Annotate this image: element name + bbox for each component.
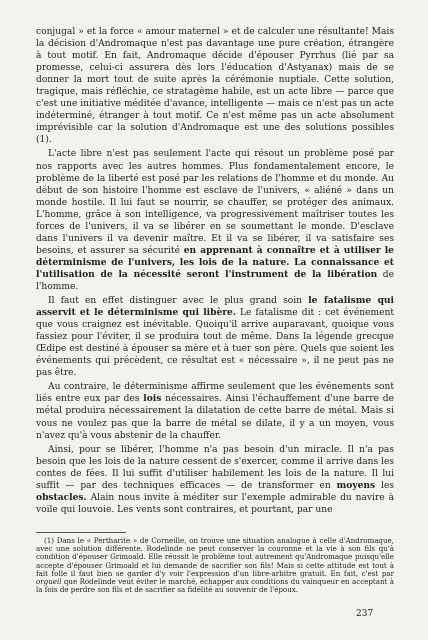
footnote-italic: orgueil: [36, 577, 62, 587]
paragraph-2: [36, 148, 394, 293]
page-body: [36, 26, 394, 595]
paragraph-5-bold-a: moyens: [336, 479, 376, 491]
paragraph-5-text-a: Ainsi, pour se libérer, l'homme n'a pas besoin d'un miracle. Il n'a pas besoin que les lois de la nature cessent de s'exercer, comme il arrive dans les contes de fées. Il lui suffit d'utiliser habilement les lois de la nature. Il lui suffit — par des techniques efficaces — de transformer en: [36, 444, 394, 491]
footnote-text: [36, 537, 394, 595]
paragraph-2-text-a: L'acte libre n'est pas seulement l'acte qui résout un problème posé par nos rapports avec les autres hommes. Plus fondamentalement encore, le problème de la liberté est posé par les relations de l'homme et du monde. Au début de son histoire l'homme est esclave de l'univers, « aliéné » dans un monde hostile. Il lui faut se nourrir, se chauffer, se protéger des animaux. L'homme, grâce à son intelligence, va progressivement maîtriser toutes les forces de l'univers, il va se libérer en se soumettant le monde. D'esclave dans l'univers il va devenir maître. Et il va se libérer, il va satisfaire ses besoins, et assurer sa sécurité: [36, 149, 394, 256]
paragraph-4-bold: lois: [143, 393, 162, 405]
paragraph-4-text-b: nécessaires. Ainsi l'échauffement d'une barre de métal produira nécessairement la dilatation de cette barre de métal. Mais si vous ne voulez pas que la barre de métal se dilate, il y a un moyen, vous n'avez qu'à vous abstenir de la chauffer.: [36, 394, 394, 441]
paragraph-3-bold: le fatalisme qui asservit et le déterminisme qui libère.: [36, 295, 394, 319]
page-number: 237: [356, 609, 374, 619]
paragraph-4: [36, 381, 394, 441]
paragraph-4-text-a: Au contraire, le déterminisme affirme seulement que les événements sont liés entre eux par des: [36, 382, 394, 405]
paragraph-5-text-b: les: [381, 480, 394, 491]
footnote-divider: [36, 532, 126, 533]
paragraph-5-text-c: Alain nous invite à méditer sur l'exemple admirable du navire à voile qui louvoie. Les vents sont contraires, et pourtant, par une: [36, 492, 394, 515]
paragraph-1: conjugal » et la force « amour maternel » et de calculer une résultante! Mais la décision d'Andromaque n'est pas davantage une pure création, étrangère à tout motif. En fait, Andromaque décide d'épouser Pyrrhus (lié par sa promesse, celui-ci assurera dès lors l'éducation d'Astyanax) mais de se donner la mort tout de suite après la cérémonie nuptiale. Cette solution, tragique, mais réfléchie, ce stratagème habile, est un acte libre — parce que c'est une initiative méditée d'avance, intelligente — mais ce n'est pas un acte indéterminé, étranger à tout motif. Ce n'est même pas un acte absolument imprévisible car la solution d'Andromaque est une des solutions possibles (1).: [36, 27, 394, 146]
paragraph-5-bold-b: obstacles.: [36, 491, 87, 503]
footnote-text-a: (1) Dans le « Pertharite » de Corneille, on trouve une situation analogue à celle d'Andromaque, avec une solution différente. Rodelinde ne peut conserver la couronne et la vie à son fils qu'à condition d'épouser Grimoald. Elle réussit le problème tout autrement qu'Andromaque puisqu'elle accepte d'épouser Grimoald et lui demande de sacrifier son fils! Mais si cette attitude est tout à fait folle il faut bien se garder d'y voir l'expression d'un libre-arbitre gratuit. En fait, c'est par: [36, 535, 394, 578]
paragraph-5: [36, 444, 394, 516]
paragraph-3-text-a: Il faut en effet distinguer avec le plus grand soin: [48, 296, 303, 307]
paragraph-2-bold: en apprenant à connaître et à utiliser le déterminisme de l'univers, les lois de la nature. La connaissance et l'utilisation de la nécessité seront l'instrument de la libération: [36, 244, 394, 280]
paragraph-2-text-b: de l'homme.: [36, 269, 394, 292]
footnote-text-b: que Rodelinde veut éviter le marché, échapper aux conditions du vainqueur en acceptant à la fois de perdre son fils et de sacrifier sa fidélité au souvenir de l'époux.: [36, 577, 394, 595]
paragraph-3: [36, 295, 394, 379]
footnote: [36, 537, 394, 595]
paragraph-3-text-b: Le fatalisme dit : cet événement que vous craignez est inévitable. Quoiqu'il arrive auparavant, quoique vous fassiez pour l'éviter, il se produira tout de même. Dans la légende grecque Œdipe est destiné à épouser sa mère et à tuer son père. Quels que soient les événements qui précèdent, ce résultat est « nécessaire », il ne peut pas ne pas être.: [36, 308, 394, 379]
